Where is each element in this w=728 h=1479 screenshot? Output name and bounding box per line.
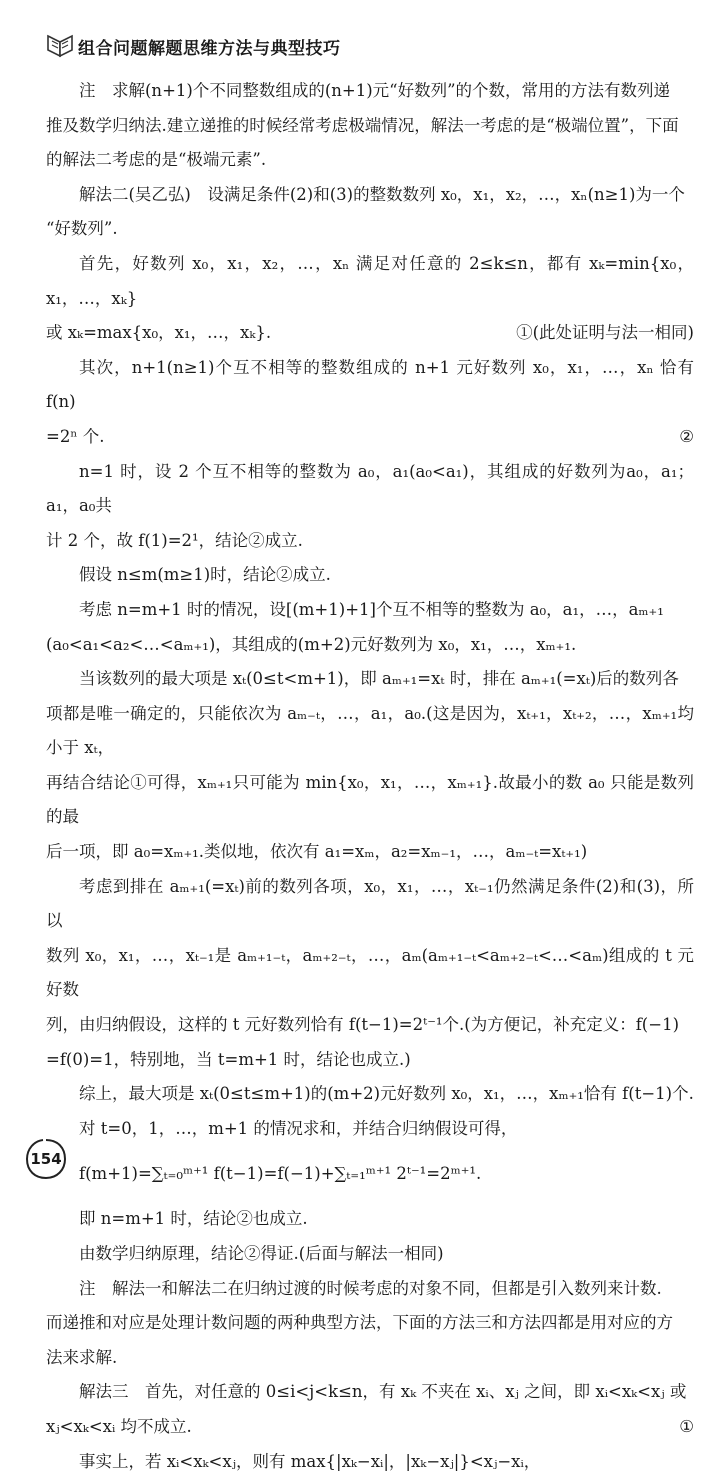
text-line: 或 xₖ=max{x₀，x₁，…，xₖ}. — [46, 323, 272, 343]
solution2-heading-line: 解法二(吴乙弘) 设满足条件(2)和(3)的整数数列 x₀，x₁，x₂，…，xₙ(n≥1)为一个 — [79, 184, 685, 204]
note-paragraph-1-line-2: 推及数学归纳法.建立递推的时候经常考虑极端情况，解法一考虑的是“极端位置”，下面 — [46, 115, 679, 135]
note-paragraph-2-line-1: 注 解法一和解法二在归纳过渡的时候考虑的对象不同，但都是引入数列来计数. — [79, 1278, 662, 1298]
note-paragraph-2-line-3: 法来求解. — [46, 1347, 118, 1367]
equation-tag: ① — [679, 1416, 694, 1436]
running-header — [46, 30, 686, 64]
text-line: 即 n=m+1 时，结论②也成立. — [79, 1209, 308, 1229]
equation-tag: ② — [679, 426, 694, 446]
text-line: 考虑 n=m+1 时的情况，设[(m+1)+1]个互不相等的整数为 a₀，a₁，…，aₘ₊₁ — [79, 599, 664, 619]
book-logo-icon — [46, 32, 76, 58]
page-body — [46, 74, 694, 1479]
text-line: 其次，n+1(n≥1)个互不相等的整数组成的 n+1 元好数列 x₀，x₁，…，xₙ 恰有 f(n) — [46, 357, 694, 412]
header-title: 组合问题解题思维方法与典型技巧 — [78, 39, 341, 59]
text-line: 当该数列的最大项是 xₜ(0≤t<m+1)，即 aₘ₊₁=xₜ 时，排在 aₘ₊₁(=xₜ)后的数列各 — [79, 669, 679, 689]
text-line: 首先，好数列 x₀，x₁，x₂，…，xₙ 满足对任意的 2≤k≤n，都有 xₖ=min{x₀，x₁，…，xₖ} — [46, 253, 694, 308]
text-line-with-tag — [46, 1410, 694, 1445]
text-line: 计 2 个，故 f(1)=2¹，结论②成立. — [46, 530, 303, 550]
equation-tag: ①(此处证明与法一相同) — [516, 323, 694, 343]
text-line: xⱼ<xₖ<xᵢ 均不成立. — [46, 1416, 192, 1436]
text-line: 事实上，若 xᵢ<xₖ<xⱼ，则有 max{|xₖ−xᵢ|，|xₖ−xⱼ|}<xⱼ−xᵢ， — [79, 1451, 541, 1471]
text-line: =2ⁿ 个. — [46, 426, 105, 446]
text-line: =f(0)=1，特别地，当 t=m+1 时，结论也成立.) — [46, 1049, 411, 1069]
text-line: 后一项，即 a₀=xₘ₊₁.类似地，依次有 a₁=xₘ，a₂=xₘ₋₁，…，aₘ₋ₜ=xₜ₊₁) — [46, 842, 588, 862]
text-line: 由数学归纳原理，结论②得证.(后面与解法一相同) — [79, 1244, 444, 1263]
text-line-with-tag — [46, 420, 694, 455]
text-line: 考虑到排在 aₘ₊₁(=xₜ)前的数列各项，x₀，x₁，…，xₜ₋₁仍然满足条件(2)和(3)，所以 — [46, 876, 694, 931]
solution3-heading-line: 解法三 首先，对任意的 0≤i<j<k≤n，有 xₖ 不夹在 xᵢ、xⱼ 之间，即 xᵢ<xₖ<xⱼ 或 — [79, 1382, 687, 1402]
summation-formula: f(m+1)=∑ₜ₌₀ᵐ⁺¹ f(t−1)=f(−1)+∑ₜ₌₁ᵐ⁺¹ 2ᵗ⁻¹=2ᵐ⁺¹. — [79, 1164, 482, 1184]
page-number: 154 — [30, 1150, 62, 1168]
text-line: 对 t=0，1，…，m+1 的情况求和，并结合归纳假设可得， — [79, 1118, 518, 1138]
note-paragraph-1-line-1: 注 求解(n+1)个不同整数组成的(n+1)元“好数列”的个数，常用的方法有数列递 — [79, 81, 671, 100]
text-line-with-tag — [46, 316, 694, 351]
text-line: n=1 时，设 2 个互不相等的整数为 a₀，a₁(a₀<a₁)，其组成的好数列为a₀，a₁；a₁，a₀共 — [46, 461, 694, 516]
text-line: 再结合结论①可得，xₘ₊₁只可能为 min{x₀，x₁，…，xₘ₊₁}.故最小的数 a₀ 只能是数列的最 — [46, 772, 694, 827]
note-paragraph-1-line-3: 的解法二考虑的是“极端元素”. — [46, 150, 267, 170]
solution2-line-2: “好数列”. — [46, 219, 118, 239]
text-line: 数列 x₀，x₁，…，xₜ₋₁是 aₘ₊₁₋ₜ，aₘ₊₂₋ₜ，…，aₘ(aₘ₊₁₋ₜ<aₘ₊₂₋ₜ<…<aₘ)组成的 t 元好数 — [46, 945, 694, 1000]
text-line: 假设 n≤m(m≥1)时，结论②成立. — [79, 565, 331, 585]
text-line: 项都是唯一确定的，只能依次为 aₘ₋ₜ，…，a₁，a₀.(这是因为，xₜ₊₁，xₜ₊₂，…，xₘ₊₁均小于 xₜ， — [46, 703, 694, 758]
text-line: 列，由归纳假设，这样的 t 元好数列恰有 f(t−1)=2ᵗ⁻¹个.(为方便记，补充定义：f(−1) — [46, 1015, 680, 1035]
note-paragraph-2-line-2: 而递推和对应是处理计数问题的两种典型方法，下面的方法三和方法四都是用对应的方 — [46, 1313, 673, 1333]
text-line: (a₀<a₁<a₂<…<aₘ₊₁)，其组成的(m+2)元好数列为 x₀，x₁，…，xₘ₊₁. — [46, 634, 577, 654]
text-line: 综上，最大项是 xₜ(0≤t≤m+1)的(m+2)元好数列 x₀，x₁，…，xₘ₊₁恰有 f(t−1)个. — [79, 1084, 694, 1104]
